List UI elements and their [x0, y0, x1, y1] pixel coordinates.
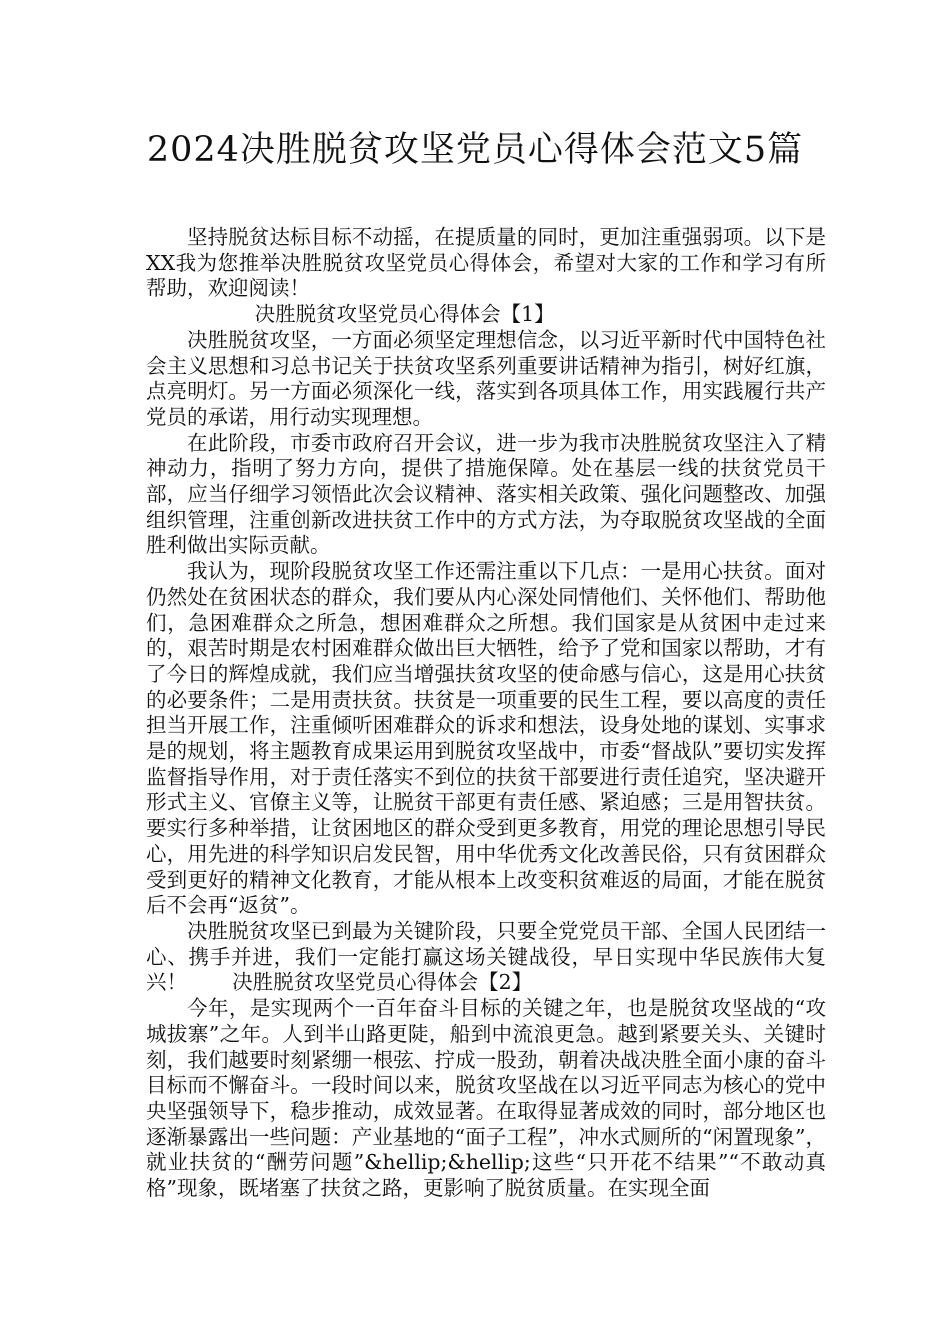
intro-paragraph: 坚持脱贫达标目标不动摇，在提质量的同时，更加注重强弱项。以下是XX我为您推举决胜脱贫攻坚党员心得体会，希望对大家的工作和学习有所帮助，欢迎阅读！ [146, 225, 826, 301]
paragraph-3: 我认为，现阶段脱贫攻坚工作还需注重以下几点：一是用心扶贫。面对仍然处在贫困状态的群众，我们要从内心深处同情他们、关怀他们、帮助他们，急困难群众之所急，想困难群众之所想。我们国家是从贫困中走过来的，艰苦时期是农村困难群众做出巨大牺牲，给予了党和国家以帮助，才有了今日的辉煌成就，我们应当增强扶贫攻坚的使命感与信心，这是用心扶贫的必要条件；二是用责扶贫。扶贫是一项重要的民生工程，要以高度的责任担当开展工作，注重倾听困难群众的诉求和想法，设身处地的谋划、实事求是的规划，将主题教育成果运用到脱贫攻坚战中，市委“督战队”要切实发挥监督指导作用，对于责任落实不到位的扶贫干部要进行责任追究，坚决避开形式主义、官僚主义等，让脱贫干部更有责任感、紧迫感；三是用智扶贫。要实行多种举措，让贫困地区的群众受到更多教育，用党的理论思想引导民心，用先进的科学知识启发民智，用中华优秀文化改善民俗，只有贫困群众受到更好的精神文化教育，才能从根本上改变积贫难返的局面，才能在脱贫后不会再“返贫”。 [146, 559, 826, 918]
paragraph-4: 决胜脱贫攻坚已到最为关键阶段，只要全党党员干部、全国人民团结一心、携手并进，我们一定能打赢这场关键战役，早日实现中华民族伟大复兴！ [146, 918, 826, 995]
section-heading-2: 决胜脱贫攻坚党员心得体会【2】 [232, 970, 533, 995]
paragraph-2: 在此阶段，市委市政府召开会议，进一步为我市决胜脱贫攻坚注入了精神动力，指明了努力方向，提供了措施保障。处在基层一线的扶贫党员干部，应当仔细学习领悟此次会议精神、落实相关政策、强化问题整改、加强组织管理，注重创新改进扶贫工作中的方式方法，为夺取脱贫攻坚战的全面胜利做出实际贡献。 [146, 430, 826, 558]
section-heading-1: 决胜脱贫攻坚党员心得体会【1】 [254, 302, 555, 327]
paragraph-4-with-heading [146, 919, 826, 996]
document-title: 2024决胜脱贫攻坚党员心得体会范文5篇 [146, 130, 804, 170]
paragraph-5: 今年，是实现两个一百年奋斗目标的关键之年，也是脱贫攻坚战的“攻城拔寨”之年。人到半山路更陡，船到中流浪更急。越到紧要关头、关键时刻，我们越要时刻紧绷一根弦、拧成一股劲，朝着决战决胜全面小康的奋斗目标而不懈奋斗。一段时间以来，脱贫攻坚战在以习近平同志为核心的党中央坚强领导下，稳步推动，成效显著。在取得显著成效的同时，部分地区也逐渐暴露出一些问题：产业基地的“面子工程”，冲水式厕所的“闲置现象”，就业扶贫的“酬劳问题”&hellip;&hellip;这些“只开花不结果”“不敢动真格”现象，既堵塞了扶贫之路，更影响了脱贫质量。在实现全面 [146, 996, 826, 1201]
paragraph-1: 决胜脱贫攻坚，一方面必须坚定理想信念，以习近平新时代中国特色社会主义思想和习总书记关于扶贫攻坚系列重要讲话精神为指引，树好红旗，点亮明灯。另一方面必须深化一线，落实到各项具体工作，用实践履行共产党员的承诺，用行动实现理想。 [146, 327, 826, 429]
document-body [146, 225, 826, 1202]
